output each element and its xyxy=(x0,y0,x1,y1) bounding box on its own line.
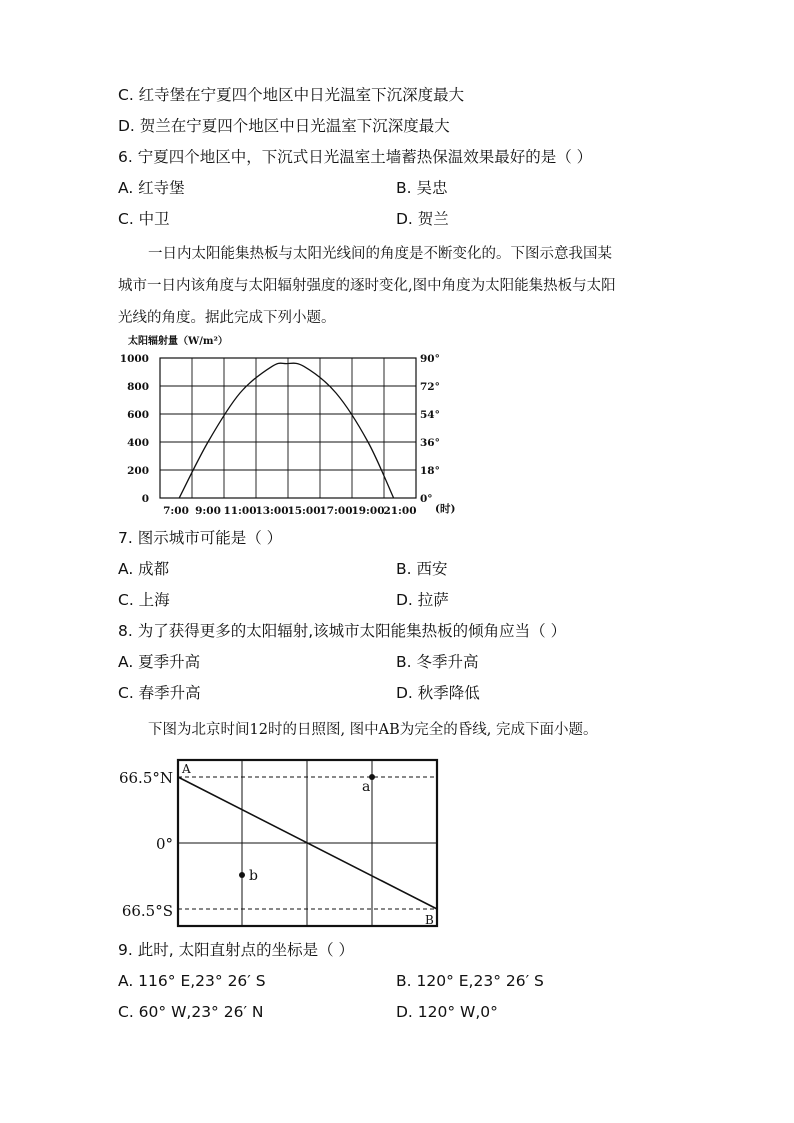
passage-line-1: 一日内太阳能集热板与太阳光线间的角度是不断变化的。下图示意我国某 xyxy=(148,246,612,262)
q9-option-a: A. 116° E,23° 26′ S xyxy=(118,972,266,990)
q7-option-d: D. 拉萨 xyxy=(396,591,449,609)
q9-option-d: D. 120° W,0° xyxy=(396,1003,498,1021)
passage-illumination: 下图为北京时间12时的日照图, 图中AB为完全的昏线, 完成下面小题。 xyxy=(148,722,598,738)
q7-option-b: B. 西安 xyxy=(396,560,448,578)
chart-y-tick-label: 600 xyxy=(127,409,149,421)
chart-x-tick-label: 19:00 xyxy=(351,505,385,517)
passage-solar-panel xyxy=(118,238,678,334)
chart-y2-tick-label: 18° xyxy=(420,465,440,477)
q6-option-c: C. 中卫 xyxy=(118,210,170,228)
q8-option-d: D. 秋季降低 xyxy=(396,684,480,702)
chart-y-tick-label: 400 xyxy=(127,437,149,449)
q5-option-d: D. 贺兰在宁夏四个地区中日光温室下沉深度最大 xyxy=(118,117,450,135)
q9-stem: 9. 此时, 太阳直射点的坐标是（ ） xyxy=(118,941,354,959)
point-label-b-upper: B xyxy=(425,913,434,927)
illumination-map xyxy=(115,752,445,932)
lat-label-66s: 66.5°S xyxy=(121,902,173,920)
point-label-a: a xyxy=(362,779,371,795)
q6-option-d: D. 贺兰 xyxy=(396,210,449,228)
chart-y2-ticks xyxy=(420,353,440,505)
chart-x-tick-label: 21:00 xyxy=(383,505,417,517)
q5-option-c: C. 红寺堡在宁夏四个地区中日光温室下沉深度最大 xyxy=(118,86,465,104)
chart-x-tick-label: 15:00 xyxy=(287,505,321,517)
chart-y2-tick-label: 90° xyxy=(420,353,440,365)
q7-option-a: A. 成都 xyxy=(118,560,170,578)
q7-option-c: C. 上海 xyxy=(118,591,170,609)
chart-ylabel: 太阳辐射量（W/m²） xyxy=(128,336,228,347)
chart-x-tick-label: 11:00 xyxy=(223,505,257,517)
passage-line-2: 城市一日内该角度与太阳辐射强度的逐时变化,图中角度为太阳能集热板与太阳 xyxy=(118,278,616,294)
chart-x-tick-label: 7:00 xyxy=(163,505,189,517)
point-label-b: b xyxy=(249,868,258,884)
point-label-a-upper: A xyxy=(182,762,191,776)
lat-label-equator: 0° xyxy=(155,835,173,853)
chart-y-tick-label: 800 xyxy=(127,381,149,393)
point-b xyxy=(239,872,245,878)
chart-grid xyxy=(160,358,416,498)
solar-radiation-chart xyxy=(110,330,470,520)
q8-stem: 8. 为了获得更多的太阳辐射,该城市太阳能集热板的倾角应当（ ） xyxy=(118,622,567,640)
chart-y2-tick-label: 72° xyxy=(420,381,440,393)
q6-stem: 6. 宁夏四个地区中，下沉式日光温室土墙蓄热保温效果最好的是（ ） xyxy=(118,148,593,166)
q9-option-b: B. 120° E,23° 26′ S xyxy=(396,972,544,990)
q8-option-c: C. 春季升高 xyxy=(118,684,201,702)
q9-option-c: C. 60° W,23° 26′ N xyxy=(118,1003,264,1021)
chart-y-tick-label: 1000 xyxy=(119,353,149,365)
q8-option-a: A. 夏季升高 xyxy=(118,653,201,671)
q6-option-b: B. 吴忠 xyxy=(396,179,448,197)
chart-y-ticks xyxy=(120,353,149,505)
chart-x-tick-label: 9:00 xyxy=(195,505,221,517)
chart-y-tick-label: 0 xyxy=(141,493,149,505)
chart-x-ticks xyxy=(163,505,416,517)
passage-line-3: 光线的角度。据此完成下列小题。 xyxy=(118,310,336,326)
q7-stem: 7. 图示城市可能是（ ） xyxy=(118,529,283,547)
q6-option-a: A. 红寺堡 xyxy=(118,179,185,197)
radiation-curve xyxy=(179,363,393,498)
chart-y-tick-label: 200 xyxy=(127,465,149,477)
chart-y2-tick-label: 36° xyxy=(420,437,440,449)
chart-x-unit: (时) xyxy=(435,503,456,515)
chart-x-tick-label: 13:00 xyxy=(255,505,289,517)
chart-y2-tick-label: 0° xyxy=(420,493,433,505)
chart-x-tick-label: 17:00 xyxy=(319,505,353,517)
chart-y2-tick-label: 54° xyxy=(420,409,440,421)
lat-label-66n: 66.5°N xyxy=(118,769,173,787)
q8-option-b: B. 冬季升高 xyxy=(396,653,479,671)
